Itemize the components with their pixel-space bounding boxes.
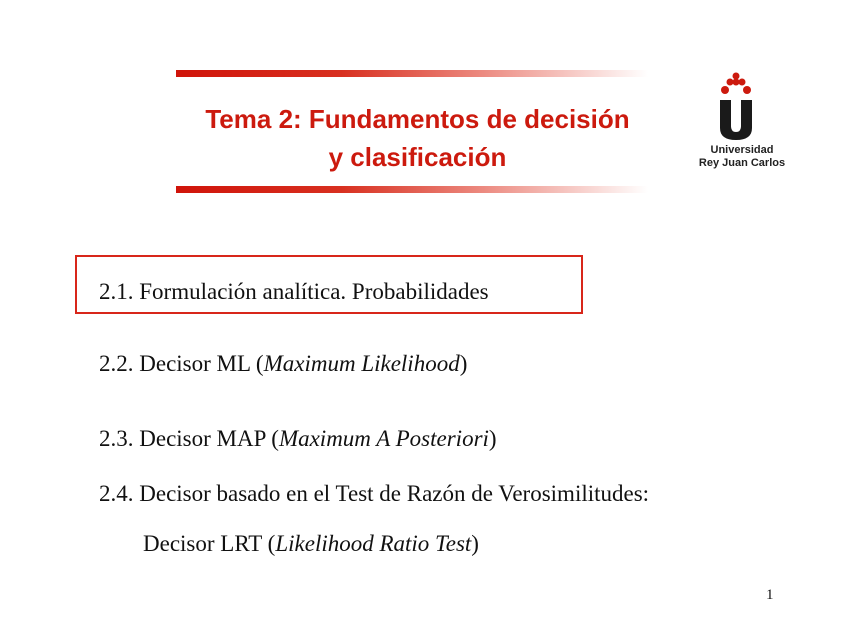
topic-item-2-4-cont-italic: Likelihood Ratio Test bbox=[275, 531, 472, 556]
logo-text-line-1: Universidad bbox=[710, 144, 774, 156]
topic-item-2-1: 2.1. Formulación analítica. Probabilidades bbox=[99, 279, 489, 304]
crown-u-icon bbox=[686, 70, 798, 142]
slide-title bbox=[150, 100, 685, 176]
topic-item-2-3-prefix: 2.3. Decisor MAP ( bbox=[99, 426, 279, 451]
topic-item-2-2-suffix: ) bbox=[459, 351, 468, 376]
topic-item-2-3-italic: Maximum A Posteriori bbox=[278, 426, 489, 451]
topic-item-2-2-prefix: 2.2. Decisor ML ( bbox=[99, 351, 264, 376]
topic-item-2-4: 2.4. Decisor basado en el Test de Razón de Verosimilitudes: bbox=[99, 481, 650, 506]
page-number: 1 bbox=[766, 587, 774, 603]
topic-item-2-3-suffix: ) bbox=[488, 426, 497, 451]
logo-text-line-2: Rey Juan Carlos bbox=[698, 157, 786, 169]
topic-item-2-4-cont-prefix: Decisor LRT ( bbox=[143, 531, 276, 556]
slide-title-line-2: y clasificación bbox=[328, 142, 507, 172]
university-logo bbox=[686, 70, 798, 174]
title-top-rule bbox=[176, 70, 648, 77]
title-bottom-rule bbox=[176, 186, 648, 193]
topic-item-2-3 bbox=[99, 425, 497, 453]
topic-item-2-4-cont-suffix: ) bbox=[471, 531, 479, 556]
slide-title-line-1: Tema 2: Fundamentos de decisión bbox=[205, 104, 630, 134]
topic-item-2-2 bbox=[99, 350, 467, 378]
topic-item-2-4-continuation bbox=[143, 530, 479, 558]
topic-item-2-2-italic: Maximum Likelihood bbox=[263, 351, 460, 376]
